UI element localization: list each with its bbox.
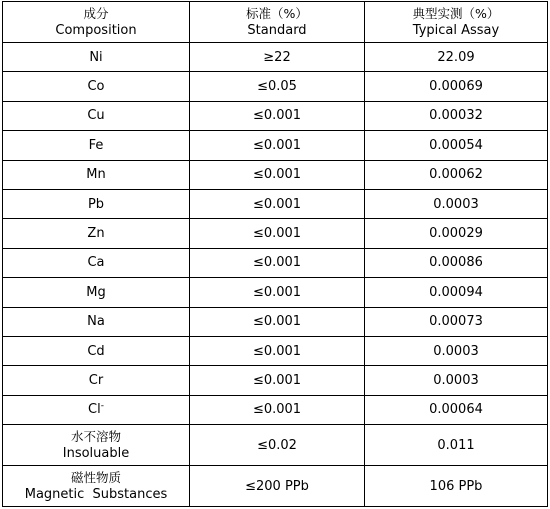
assay-cell: 0.00064 (365, 395, 548, 424)
table-row (3, 219, 548, 248)
component-cell (3, 466, 190, 507)
component-cell: Mg (3, 278, 190, 307)
assay-cell: 22.09 (365, 43, 548, 72)
component-cell: Cd (3, 336, 190, 365)
component-cell: Pb (3, 189, 190, 218)
header-typical-assay (365, 2, 548, 43)
component-cell (3, 395, 190, 424)
table-row (3, 307, 548, 336)
assay-cell: 0.0003 (365, 189, 548, 218)
standard-cell: ≤200 PPb (190, 466, 365, 507)
assay-cell: 0.00054 (365, 131, 548, 160)
spec-table-container (2, 1, 548, 507)
table-row (3, 131, 548, 160)
header-composition-cn: 成分 (83, 6, 109, 21)
standard-cell: ≤0.001 (190, 336, 365, 365)
component-cell (3, 425, 190, 466)
standard-cell: ≤0.001 (190, 395, 365, 424)
standard-cell: ≤0.001 (190, 131, 365, 160)
component-cell: Fe (3, 131, 190, 160)
magnetic-en-label: Magnetic Substances (24, 487, 168, 503)
table-row (3, 395, 548, 424)
header-standard (190, 2, 365, 43)
table-row (3, 160, 548, 189)
table-row (3, 248, 548, 277)
standard-cell: ≤0.001 (190, 248, 365, 277)
component-cell: Ca (3, 248, 190, 277)
assay-cell: 0.00073 (365, 307, 548, 336)
standard-cell: ≤0.001 (190, 101, 365, 130)
standard-cell: ≥22 (190, 43, 365, 72)
magnetic-cn-label: 磁性物质 (70, 470, 121, 486)
assay-cell: 106 PPb (365, 466, 548, 507)
standard-cell: ≤0.001 (190, 307, 365, 336)
standard-cell: ≤0.05 (190, 72, 365, 101)
component-cell: Ni (3, 43, 190, 72)
header-standard-en: Standard (247, 23, 307, 38)
component-cell: Co (3, 72, 190, 101)
assay-cell: 0.00029 (365, 219, 548, 248)
assay-cell: 0.00032 (365, 101, 548, 130)
component-cell: Na (3, 307, 190, 336)
insoluble-cn-label: 水不溶物 (70, 429, 121, 445)
header-composition (3, 2, 190, 43)
table-row (3, 336, 548, 365)
component-cell: Zn (3, 219, 190, 248)
table-row-insoluble (3, 425, 548, 466)
charge-superscript: - (100, 401, 104, 412)
assay-cell: 0.00094 (365, 278, 548, 307)
table-row (3, 278, 548, 307)
standard-cell: ≤0.001 (190, 278, 365, 307)
standard-cell: ≤0.001 (190, 189, 365, 218)
component-cell: Cu (3, 101, 190, 130)
assay-cell: 0.00069 (365, 72, 548, 101)
table-row-magnetic (3, 466, 548, 507)
table-row (3, 72, 548, 101)
table-row (3, 189, 548, 218)
assay-cell: 0.0003 (365, 336, 548, 365)
component-symbol: Cl (88, 402, 101, 418)
table-row (3, 43, 548, 72)
standard-cell: ≤0.001 (190, 160, 365, 189)
assay-cell: 0.0003 (365, 366, 548, 395)
component-cell: Mn (3, 160, 190, 189)
composition-spec-table (2, 1, 548, 507)
standard-cell: ≤0.001 (190, 219, 365, 248)
header-composition-en: Composition (55, 23, 137, 38)
table-row (3, 366, 548, 395)
header-assay-en: Typical Assay (412, 23, 500, 38)
assay-cell: 0.011 (365, 425, 548, 466)
header-standard-cn: 标准（%） (246, 6, 308, 21)
standard-cell: ≤0.02 (190, 425, 365, 466)
assay-cell: 0.00086 (365, 248, 548, 277)
insoluble-en-label: Insoluable (62, 446, 130, 462)
standard-cell: ≤0.001 (190, 366, 365, 395)
table-row (3, 101, 548, 130)
assay-cell: 0.00062 (365, 160, 548, 189)
header-row (3, 2, 548, 43)
component-cell: Cr (3, 366, 190, 395)
header-assay-cn: 典型实测（%） (412, 6, 500, 21)
